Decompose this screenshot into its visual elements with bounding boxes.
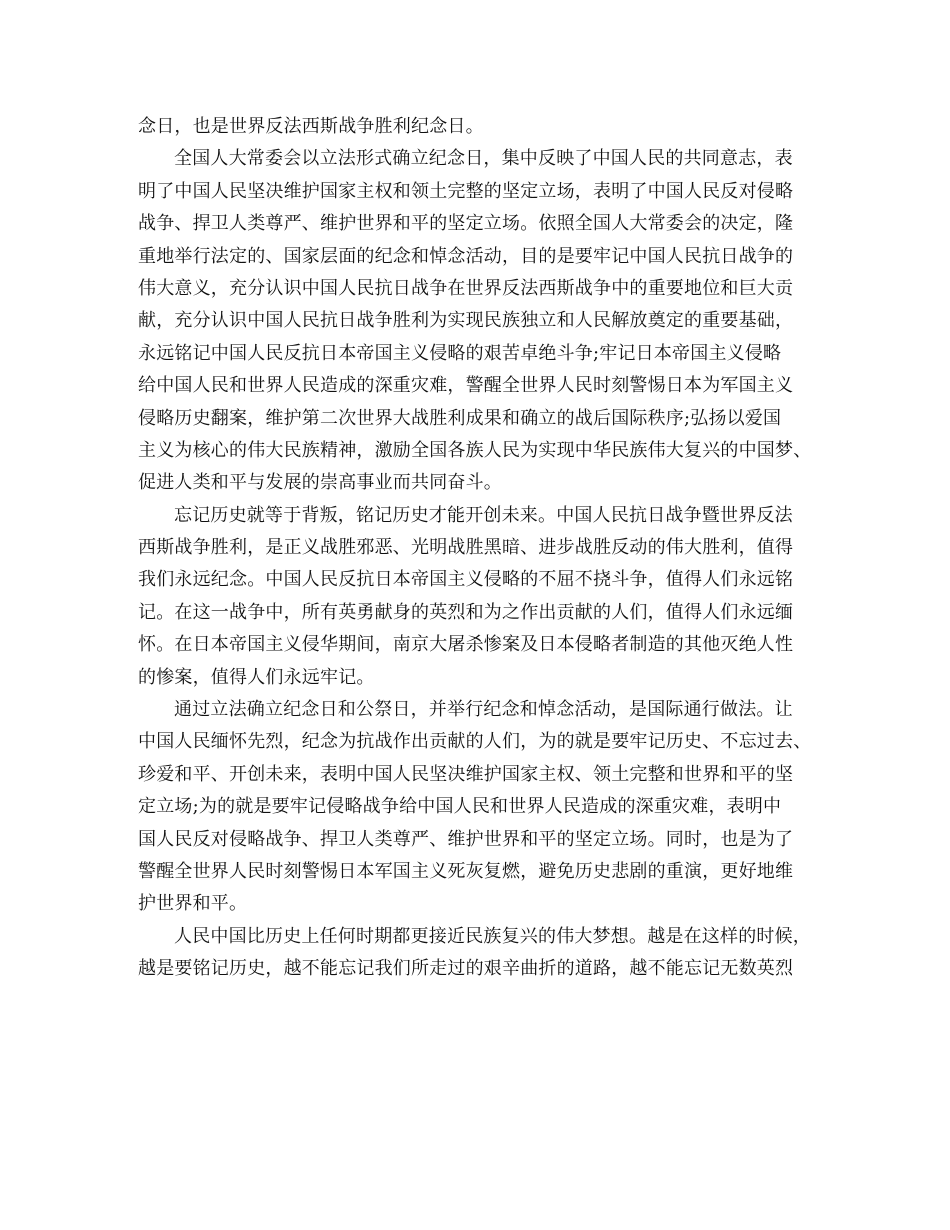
paragraph-line: 西斯战争胜利，是正义战胜邪恶、光明战胜黑暗、进步战胜反动的伟大胜利，值得 (138, 537, 794, 559)
paragraph-line: 人民中国比历史上任何时期都更接近民族复兴的伟大梦想。越是在这样的时候， (174, 925, 811, 947)
paragraph-line: 怀。在日本帝国主义侵华期间，南京大屠杀惨案及日本侵略者制造的其他灭绝人性 (138, 634, 794, 656)
paragraph-line: 全国人大常委会以立法形式确立纪念日，集中反映了中国人民的共同意志，表 (174, 148, 793, 170)
paragraph-line: 越是要铭记历史，越不能忘记我们所走过的艰辛曲折的道路，越不能忘记无数英烈 (138, 958, 794, 980)
paragraph-line: 忘记历史就等于背叛，铭记历史才能开创未来。中国人民抗日战争暨世界反法 (174, 504, 793, 526)
paragraph-line: 护世界和平。 (138, 893, 248, 915)
paragraph (138, 500, 818, 694)
paragraph (138, 694, 818, 921)
paragraph-line: 重地举行法定的、国家层面的纪念和悼念活动，目的是要牢记中国人民抗日战争的 (138, 245, 794, 267)
paragraph-line: 战争、捍卫人类尊严、维护世界和平的坚定立场。依照全国人大常委会的决定，隆 (138, 213, 794, 235)
paragraph (138, 111, 818, 143)
paragraph-line: 国人民反对侵略战争、捍卫人类尊严、维护世界和平的坚定立场。同时，也是为了 (138, 828, 794, 850)
paragraph-line: 记。在这一战争中，所有英勇献身的英烈和为之作出贡献的人们，值得人们永远缅 (138, 601, 794, 623)
paragraph-line: 促进人类和平与发展的崇高事业而共同奋斗。 (138, 472, 502, 494)
paragraph-line: 定立场;为的就是要牢记侵略战争给中国人民和世界人民造成的深重灾难，表明中 (138, 796, 782, 818)
paragraph-line: 伟大意义，充分认识中国人民抗日战争在世界反法西斯战争中的重要地位和巨大贡 (138, 277, 794, 299)
paragraph-line: 念日，也是世界反法西斯战争胜利纪念日。 (138, 116, 484, 137)
paragraph-line: 主义为核心的伟大民族精神，激励全国各族人民为实现中华民族伟大复兴的中国梦、 (138, 439, 812, 461)
paragraph-line: 明了中国人民坚决维护国家主权和领土完整的坚定立场，表明了中国人民反对侵略 (138, 180, 794, 202)
paragraph (138, 921, 818, 986)
paragraph-line: 珍爱和平、开创未来，表明中国人民坚决维护国家主权、领土完整和世界和平的坚 (138, 763, 794, 785)
document-body (138, 111, 818, 986)
paragraph-line: 给中国人民和世界人民造成的深重灾难，警醒全世界人民时刻警惕日本为军国主义 (138, 375, 794, 397)
paragraph-line: 永远铭记中国人民反抗日本帝国主义侵略的艰苦卓绝斗争;牢记日本帝国主义侵略 (138, 342, 782, 364)
paragraph-line: 的惨案，值得人们永远牢记。 (138, 666, 375, 688)
paragraph-line: 警醒全世界人民时刻警惕日本军国主义死灰复燃，避免历史悲剧的重演，更好地维 (138, 860, 794, 882)
paragraph-line: 通过立法确立纪念日和公祭日，并举行纪念和悼念活动，是国际通行做法。让 (174, 699, 793, 721)
paragraph-line: 献，充分认识中国人民抗日战争胜利为实现民族独立和人民解放奠定的重要基础， (138, 310, 794, 332)
paragraph-line: 侵略历史翻案，维护第二次世界大战胜利成果和确立的战后国际秩序;弘扬以爱国 (138, 407, 782, 429)
paragraph (138, 143, 818, 499)
paragraph-line: 我们永远纪念。中国人民反抗日本帝国主义侵略的不屈不挠斗争，值得人们永远铭 (138, 569, 794, 591)
paragraph-line: 中国人民缅怀先烈，纪念为抗战作出贡献的人们，为的就是要牢记历史、不忘过去、 (138, 731, 812, 753)
